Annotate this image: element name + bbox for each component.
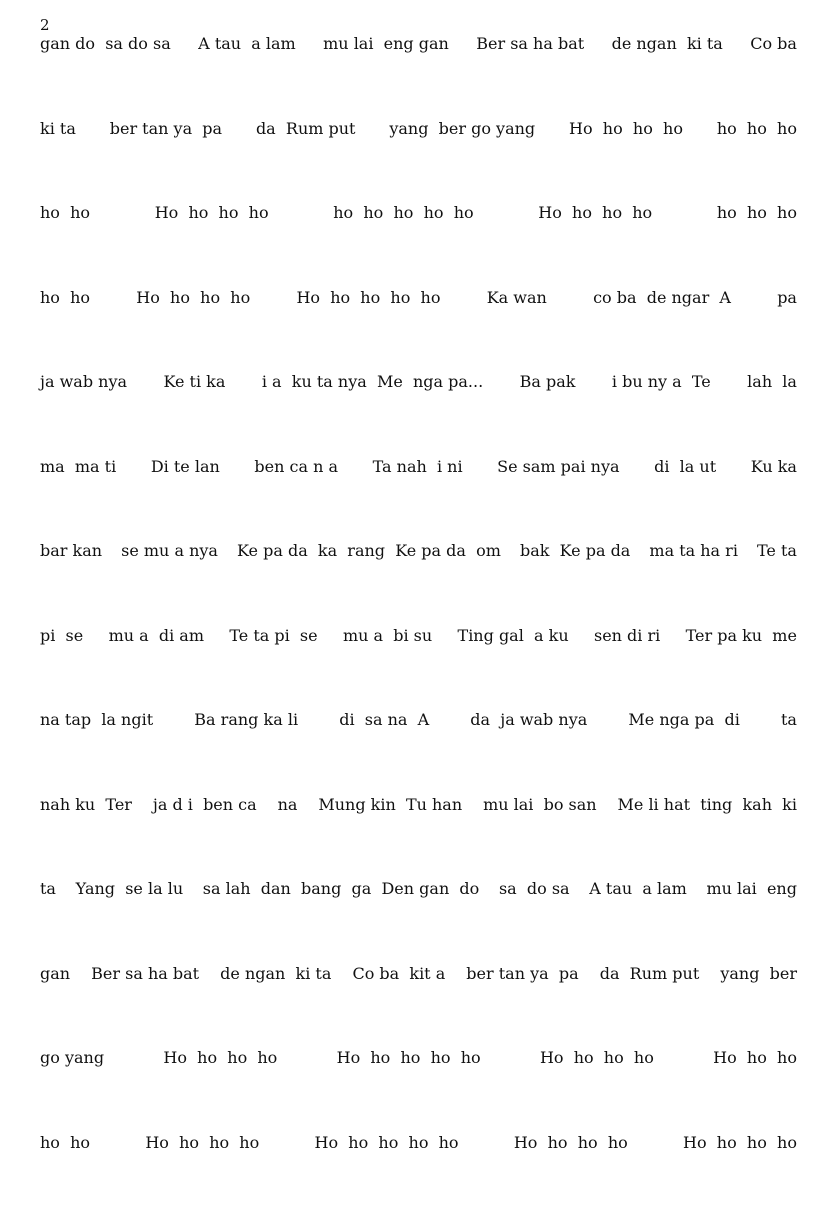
lyric-segment: Ber sa ha bat [476,32,584,117]
lyric-segment: ben ca n a [254,455,338,540]
lyric-segment: Ho ho ho ho ho [337,1046,481,1131]
lyric-segment: Ho ho ho ho [163,1046,277,1131]
lyric-segment: ma ma ti [40,455,116,540]
lyric-line [40,286,797,371]
lyric-segment: Me nga pa di [628,708,739,793]
lyric-segment: Co ba [750,32,797,117]
lyric-segment: Ber sa ha bat [91,962,199,1047]
lyric-line [40,1046,797,1131]
lyric-line [40,539,797,624]
lyric-segment: yang ber go yang [389,117,535,202]
lyric-segment: Di te lan [151,455,220,540]
lyric-segment: ta [781,708,797,793]
lyric-segment: mu lai eng gan [323,32,449,117]
lyric-segment: Ba rang ka li [194,708,298,793]
lyric-segment: mu lai bo san [483,793,597,878]
lyric-segment: mu lai eng [706,877,797,962]
lyric-segment: ta [40,877,56,962]
lyric-segment: co ba de ngar A [593,286,731,371]
lyric-segment: sa do sa [499,877,570,962]
lyric-segment: da Rum put [256,117,356,202]
lyric-segment: sen di ri [594,624,660,709]
lyric-segment: Ho ho ho ho [569,117,683,202]
lyric-segment: mu a di am [109,624,204,709]
lyric-segment: Ho ho ho ho ho [296,286,440,371]
lyric-segment: Ta nah i ni [373,455,463,540]
lyric-segment: na [278,793,298,878]
lyric-segment: ja wab nya [40,370,127,455]
lyric-line [40,708,797,793]
lyric-segment: Ho ho ho ho ho [315,1131,459,1215]
lyric-segment: nah ku Ter [40,793,132,878]
lyric-line [40,793,797,878]
lyric-segment: da Rum put [600,962,700,1047]
page-number: 2 [40,16,50,34]
lyric-segment: ho ho ho ho ho [333,201,473,286]
lyric-segment: ho ho ho [717,201,797,286]
lyric-line [40,877,797,962]
lyric-segment: Ho ho ho ho [155,201,269,286]
lyric-segment: ber tan ya pa [466,962,578,1047]
lyric-segment: Ba pak [520,370,576,455]
lyric-segment: i bu ny a Te [612,370,711,455]
lyric-segment: A tau a lam [589,877,687,962]
lyric-segment: Ho ho ho ho [683,1131,797,1215]
lyric-segment: Co ba kit a [352,962,445,1047]
lyric-segment: di sa na A [339,708,429,793]
lyric-segment: ho ho [40,1131,90,1215]
lyric-segment: de ngan ki ta [612,32,723,117]
lyric-segment: lah la [747,370,797,455]
lyric-segment: Ke pa da ka rang Ke pa da om [237,539,501,624]
lyric-segment: i a ku ta nya Me nga pa... [262,370,483,455]
lyric-segment: pa [777,286,797,371]
lyric-segment: de ngan ki ta [220,962,331,1047]
lyric-segment: yang ber [720,962,797,1047]
lyric-line [40,962,797,1047]
lyric-segment: go yang [40,1046,104,1131]
lyric-segment: Ku ka [751,455,797,540]
lyric-segment: Te ta pi se [229,624,317,709]
lyric-segment: ja d i ben ca [153,793,257,878]
lyric-line [40,1131,797,1215]
lyric-segment: ho ho [40,201,90,286]
lyric-segment: Ka wan [487,286,547,371]
lyric-segment: Me li hat ting kah ki [618,793,798,878]
lyric-segment: ho ho ho [717,117,797,202]
lyric-segment: Ho ho ho ho [514,1131,628,1215]
lyric-segment: Ho ho ho ho [538,201,652,286]
lyric-segment: Ho ho ho ho [145,1131,259,1215]
lyric-segment: ho ho [40,286,90,371]
lyric-line [40,370,797,455]
lyric-segment: Se sam pai nya [497,455,619,540]
lyric-segment: pi se [40,624,83,709]
lyric-segment: se mu a nya [121,539,218,624]
lyric-segment: Yang se la lu [76,877,184,962]
lyric-segment: mu a bi su [343,624,432,709]
lyric-segment: ma ta ha ri [649,539,738,624]
lyric-segment: ber tan ya pa [110,117,222,202]
lyric-segment: ki ta [40,117,76,202]
lyric-segment: Ter pa ku me [686,624,797,709]
lyric-segment: sa lah dan bang ga Den gan do [203,877,480,962]
lyric-segment: Te ta [757,539,797,624]
lyric-segment: bar kan [40,539,102,624]
lyric-line [40,455,797,540]
lyric-segment: Ho ho ho ho [136,286,250,371]
lyric-segment: A tau a lam [198,32,296,117]
lyric-line [40,201,797,286]
lyric-segment: na tap la ngit [40,708,153,793]
lyric-segment: Ting gal a ku [458,624,569,709]
lyric-segment: da ja wab nya [470,708,587,793]
lyric-segment: Ho ho ho ho [540,1046,654,1131]
lyric-line [40,117,797,202]
lyric-segment: Ho ho ho [713,1046,797,1131]
lyric-segment: Mung kin Tu han [318,793,462,878]
lyric-line [40,32,797,117]
lyric-segment: di la ut [654,455,716,540]
lyric-segment: Ke ti ka [163,370,225,455]
lyrics-body [40,32,797,1215]
lyric-segment: bak Ke pa da [520,539,630,624]
lyric-line [40,624,797,709]
lyric-segment: gan do sa do sa [40,32,171,117]
lyric-segment: gan [40,962,70,1047]
